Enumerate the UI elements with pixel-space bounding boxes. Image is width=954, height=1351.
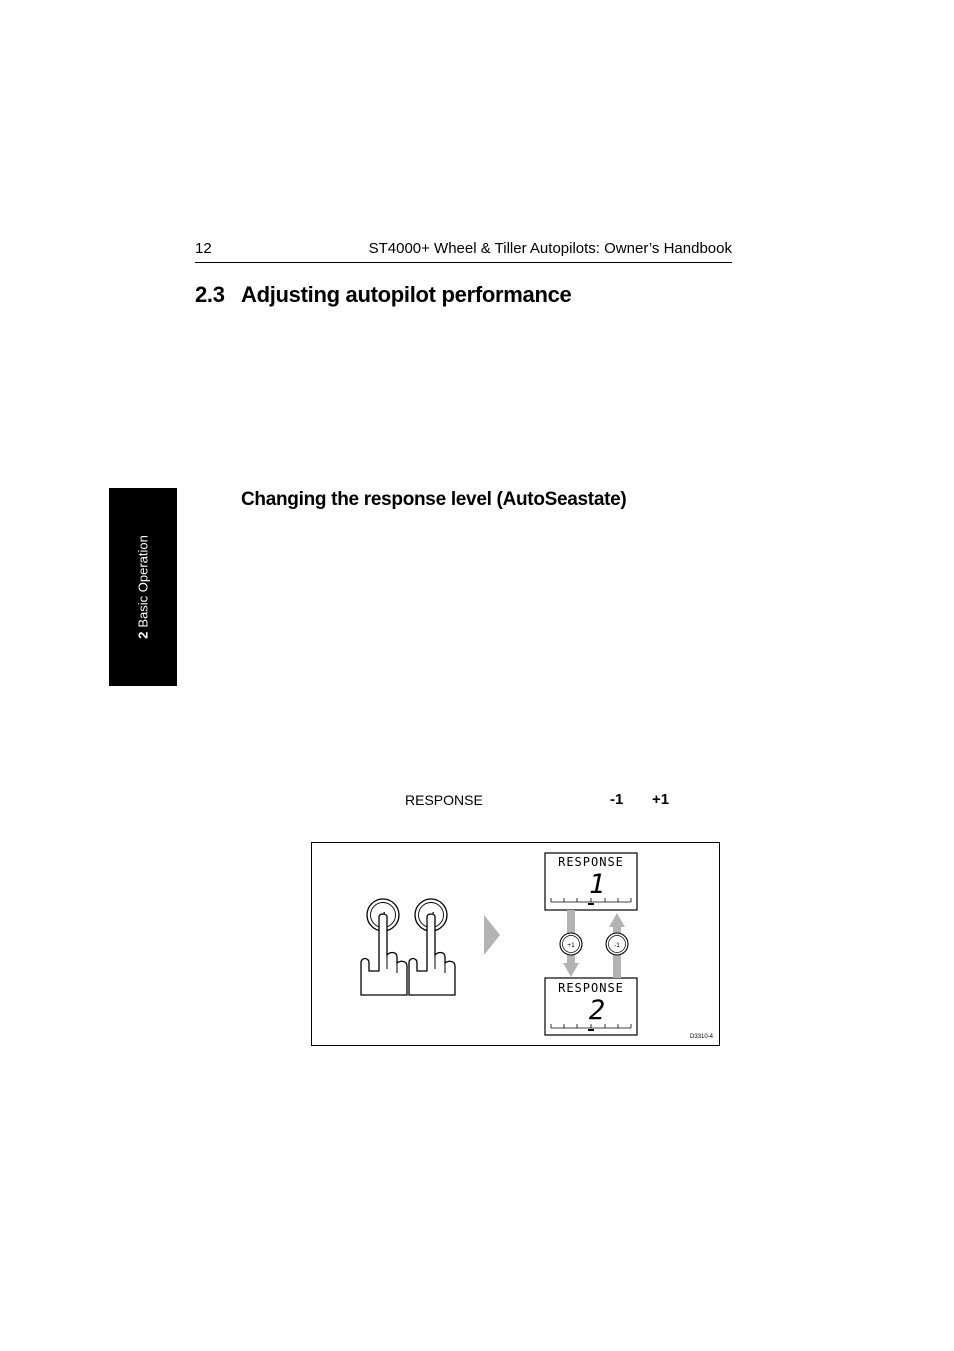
decrease-arrow-icon bbox=[606, 913, 628, 978]
page-header bbox=[195, 238, 732, 263]
decrease-key-label: -1 bbox=[614, 942, 620, 949]
increase-key-label: +1 bbox=[567, 942, 575, 949]
left-hand-icon bbox=[361, 914, 407, 995]
display-top bbox=[545, 853, 637, 910]
display-bottom-label: RESPONSE bbox=[558, 981, 624, 995]
page-number: 12 bbox=[195, 240, 212, 257]
section-heading bbox=[195, 282, 572, 308]
minus-one-key-label: -1 bbox=[610, 791, 624, 808]
section-title: Adjusting autopilot performance bbox=[241, 282, 572, 307]
chapter-title: Basic Operation bbox=[135, 535, 151, 628]
chapter-number: 2 bbox=[135, 631, 151, 639]
subsection-heading: Changing the response level (AutoSeastate) bbox=[241, 489, 627, 510]
display-bottom bbox=[545, 978, 637, 1035]
increase-arrow-icon bbox=[560, 910, 582, 977]
display-top-label: RESPONSE bbox=[558, 855, 624, 869]
response-level-figure bbox=[311, 842, 720, 1046]
response-label: RESPONSE bbox=[405, 792, 483, 808]
right-hand-icon bbox=[409, 914, 455, 995]
figure-code: D3310-4 bbox=[689, 1034, 713, 1040]
running-title: ST4000+ Wheel & Tiller Autopilots: Owner’s Handbook bbox=[368, 240, 732, 257]
plus-one-key-label: +1 bbox=[652, 791, 670, 808]
chapter-side-tab bbox=[109, 488, 177, 686]
section-number: 2.3 bbox=[195, 282, 225, 307]
transition-arrow-icon bbox=[484, 915, 500, 955]
display-top-value: 1 bbox=[588, 869, 606, 900]
display-bottom-value: 2 bbox=[588, 995, 606, 1026]
chapter-tab-label bbox=[136, 535, 151, 639]
figure-illustration bbox=[312, 843, 721, 1047]
